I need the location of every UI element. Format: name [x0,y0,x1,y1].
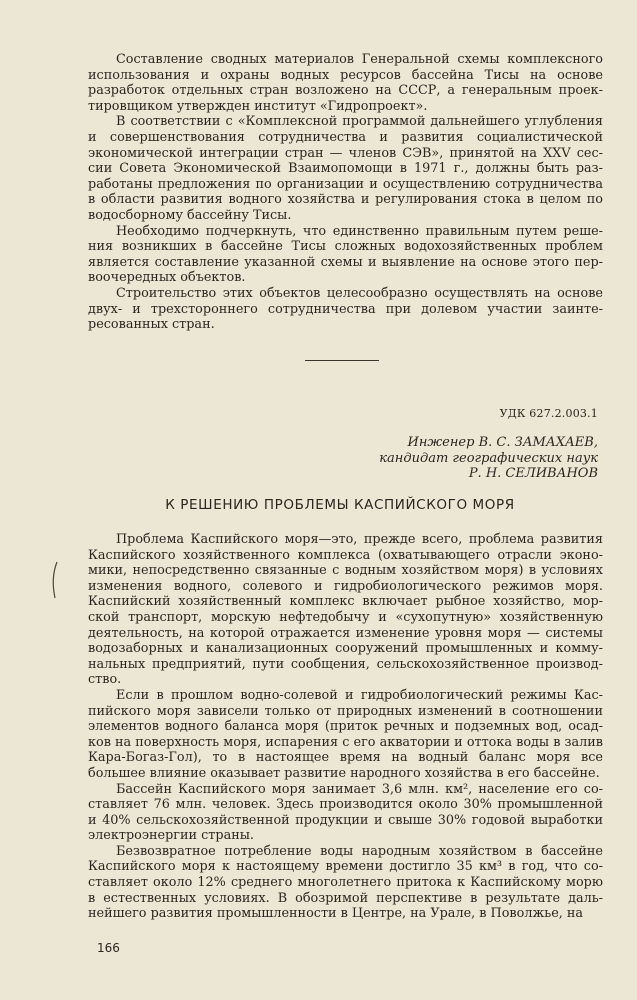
author-line-3: Р. Н. СЕЛИВАНОВ [468,466,598,481]
udc-code: УДК 627.2.003.1 [499,407,598,420]
author-line-2: кандидат географических наук [379,450,598,466]
article-paragraph-1: Проблема Каспийского моря—это, прежде всего, проблема развития Каспийского хозяйственного комплекса (охватывающего отрасли экономики, непосредственно связанные с водным хозяйством моря) в условиях изменения водного, солевого и гидробиологического режимов моря. Каспийский хозяйственный комплекс включает рыбное хозяйство, морской транспорт, морскую нефтедобычу и «сухопутную» хозяйственную деятельность, на которой отражается изменение уровня моря — системы водозаборных и канализационных сооружений промышленных и коммунальных предприятий, пути сообщения, сельскохозяйственное производство. [88,532,603,688]
article-paragraph-3: Бассейн Каспийского моря занимает 3,6 млн. км², население его составляет 76 млн. человек. Здесь производится около 30% промышленной и 40% сельскохозяйственной продукции и свыше 30% годовой выработки электроэнергии страны. [88,781,603,844]
intro-paragraph-2: В соответствии с «Комплексной программой дальнейшего углубления и совершенствования сотрудничества и развития социалистической экономической интеграции стран — членов СЭВ», принятой на XXV сессии Совета Экономической Взаимопомощи в 1971 г., должны быть разработаны предложения по организации и осуществлению сотрудничества в области развития водного хозяйства и регулирования стока в целом по водосборному бассейну Тисы. [88,114,603,223]
intro-paragraph-3: Необходимо подчеркнуть, что единственно правильным путем решения возникших в бассейне Тисы сложных водохозяйственных проблем является составление указанной схемы и выявление на основе этого первоочередных объектов. [88,223,603,286]
margin-pencil-mark [50,560,60,600]
author-line-1: Инженер В. С. ЗАМАХАЕВ, [407,435,598,450]
article-body [88,532,603,922]
intro-paragraph-4: Строительство этих объектов целесообразно осуществлять на основе двух- и трехстороннего сотрудничества при долевом участии заинтересованных стран. [88,285,603,333]
article-title: К РЕШЕНИЮ ПРОБЛЕМЫ КАСПИЙСКОГО МОРЯ [165,497,515,513]
article-paragraph-4: Безвозвратное потребление воды народным хозяйством в бассейне Каспийского моря к настоящему времени достигло 35 км³ в год, что составляет около 12% среднего многолетнего притока к Каспийскому морю в естественных условиях. В обозримой перспективе в результате дальнейшего развития промышленности в Центре, на Урале, в Поволжье, на [88,843,603,922]
section-divider [305,360,379,361]
page-number: 166 [97,941,120,955]
intro-section [88,52,603,333]
intro-paragraph-1: Составление сводных материалов Генеральной схемы комплексного использования и охраны водных ресурсов бассейна Тисы на основе разработок отдельных стран возложено на СССР, а генеральным проектировщиком утвержден институт «Гидропроект». [88,52,603,114]
author-block [300,435,598,482]
article-paragraph-2: Если в прошлом водно-солевой и гидробиологический режимы Каспийского моря зависели только от природных изменений в соотношении элементов водного баланса моря (приток речных и подземных вод, осадков на поверхность моря, испарения с его акватории и оттока воды в залив Кара-Богаз-Гол), то в настоящее время на водный баланс моря все большее влияние оказывает развитие народного хозяйства в его бассейне. [88,687,603,781]
